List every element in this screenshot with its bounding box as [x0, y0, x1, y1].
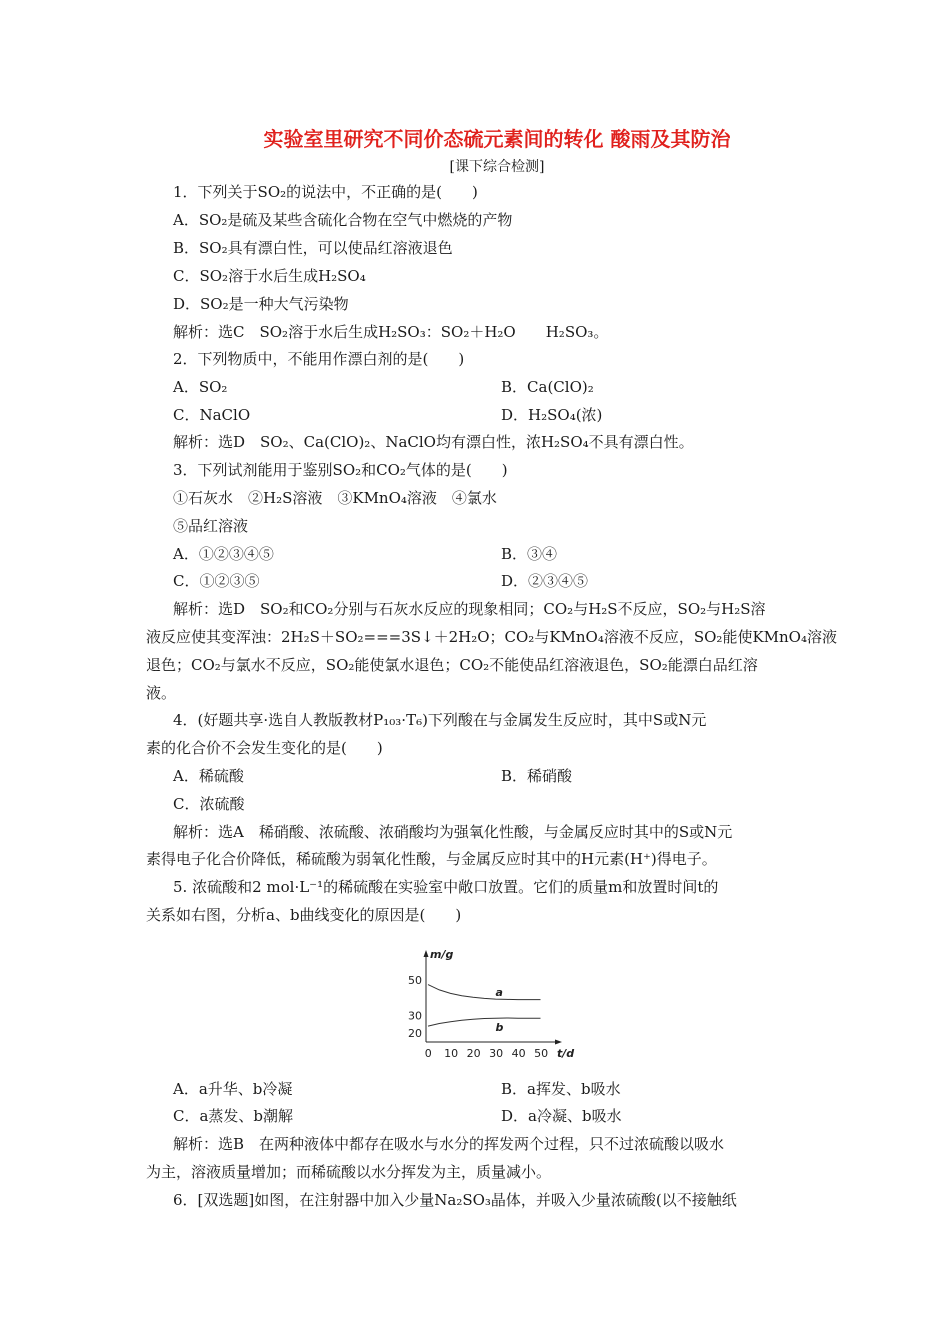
q2-option-a: A．SO₂ — [173, 378, 228, 396]
q3-option-b: B．③④ — [501, 545, 558, 563]
mass-time-chart — [396, 947, 596, 1059]
q4-analysis-line2: 素得电子化合价降低，稀硫酸为弱氧化性酸，与金属反应时其中的H元素(H⁺)得电子。 — [146, 850, 717, 868]
q5-stem-line2: 关系如右图，分析a、b曲线变化的原因是( ) — [146, 906, 462, 924]
q5-option-a: A．a升华、b冷凝 — [173, 1080, 293, 1098]
q1-analysis: 解析：选C SO₂溶于水后生成H₂SO₃：SO₂＋H₂O H₂SO₃。 — [173, 323, 609, 341]
series-label-a: a — [495, 986, 503, 1000]
q3-reagents-line2: ⑤品红溶液 — [173, 517, 249, 535]
q3-stem: 3．下列试剂能用于鉴别SO₂和CO₂气体的是( ) — [173, 461, 508, 479]
q2-option-c: C．NaClO — [173, 406, 251, 424]
q3-analysis-line1: 解析：选D SO₂和CO₂分别与石灰水反应的现象相同；CO₂与H₂S不反应，SO₂与H₂S溶 — [173, 600, 766, 618]
page-title: 实验室里研究不同价态硫元素间的转化 酸雨及其防治 — [263, 127, 731, 151]
q2-option-d: D．H₂SO₄(浓) — [501, 406, 603, 424]
q3-option-d: D．②③④⑤ — [501, 572, 589, 590]
q1-option-a: A．SO₂是硫及某些含硫化合物在空气中燃烧的产物 — [173, 211, 513, 229]
q4-option-c: C．浓硫酸 — [173, 795, 245, 813]
x-tick-label: 20 — [466, 1047, 481, 1059]
section-label: [课下综合检测] — [449, 159, 545, 175]
x-tick-label: 30 — [489, 1047, 504, 1059]
q4-stem-line1: 4．(好题共享·选自人教版教材P₁₀₃·T₆)下列酸在与金属发生反应时，其中S或N元 — [173, 711, 707, 729]
q3-analysis-line2: 液反应使其变浑浊：2H₂S＋SO₂===3S↓＋2H₂O；CO₂与KMnO₄溶液不反应，SO₂能使KMnO₄溶液 — [146, 628, 837, 646]
q2-analysis: 解析：选D SO₂、Ca(ClO)₂、NaClO均有漂白性，浓H₂SO₄不具有漂白性。 — [173, 433, 694, 451]
x-tick-label: 40 — [511, 1047, 526, 1059]
y-tick-label: 50 — [408, 974, 422, 988]
chart-axes — [424, 950, 563, 1045]
q1-stem: 1．下列关于SO₂的说法中，不正确的是( ) — [173, 183, 478, 201]
y-tick-label: 20 — [408, 1027, 422, 1041]
q3-reagents-line1: ①石灰水 ②H₂S溶液 ③KMnO₄溶液 ④氯水 — [173, 489, 497, 507]
q1-option-d: D．SO₂是一种大气污染物 — [173, 295, 349, 313]
q3-analysis-line3: 退色；CO₂与氯水不反应，SO₂能使氯水退色；CO₂不能使品红溶液退色，SO₂能漂白品红溶 — [146, 656, 758, 674]
x-tick-label: 10 — [444, 1047, 459, 1059]
q5-analysis-line1: 解析：选B 在两种液体中都存在吸水与水分的挥发两个过程，只不过浓硫酸以吸水 — [173, 1135, 725, 1153]
q3-option-c: C．①②③⑤ — [173, 572, 260, 590]
q4-option-a: A．稀硫酸 — [173, 767, 244, 785]
q2-option-b: B．Ca(ClO)₂ — [501, 378, 594, 396]
q1-option-c: C．SO₂溶于水后生成H₂SO₄ — [173, 267, 366, 285]
series-label-b: b — [495, 1021, 504, 1035]
y-tick-label: 30 — [408, 1009, 422, 1023]
x-tick-label: 50 — [534, 1047, 549, 1059]
q5-analysis-line2: 为主，溶液质量增加；而稀硫酸以水分挥发为主，质量减小。 — [146, 1163, 552, 1181]
q6-stem-line1: 6．[双选题]如图，在注射器中加入少量Na₂SO₃晶体，并吸入少量浓硫酸(以不接触纸 — [173, 1191, 737, 1209]
q5-stem-line1: 5. 浓硫酸和2 mol·L⁻¹的稀硫酸在实验室中敞口放置。它们的质量m和放置时间t的 — [173, 878, 719, 896]
q5-option-c: C．a蒸发、b潮解 — [173, 1107, 294, 1125]
q3-option-a: A．①②③④⑤ — [173, 545, 274, 563]
q4-option-b: B．稀硝酸 — [501, 767, 573, 785]
x-axis-label: t/d — [557, 1047, 575, 1059]
x-tick-label: 0 — [424, 1047, 432, 1059]
q1-option-b: B．SO₂具有漂白性，可以使品红溶液退色 — [173, 239, 453, 257]
y-axis-label: m/g — [430, 948, 454, 961]
q2-stem: 2．下列物质中，不能用作漂白剂的是( ) — [173, 350, 465, 368]
q5-option-d: D．a冷凝、b吸水 — [501, 1107, 622, 1125]
q3-analysis-line4: 液。 — [146, 684, 177, 702]
series-line-b — [428, 1018, 541, 1026]
series-line-a — [428, 985, 541, 1000]
q4-stem-line2: 素的化合价不会发生变化的是( ) — [146, 739, 383, 757]
q4-analysis-line1: 解析：选A 稀硝酸、浓硫酸、浓硝酸均为强氧化性酸，与金属反应时其中的S或N元 — [173, 823, 733, 841]
q5-option-b: B．a挥发、b吸水 — [501, 1080, 621, 1098]
